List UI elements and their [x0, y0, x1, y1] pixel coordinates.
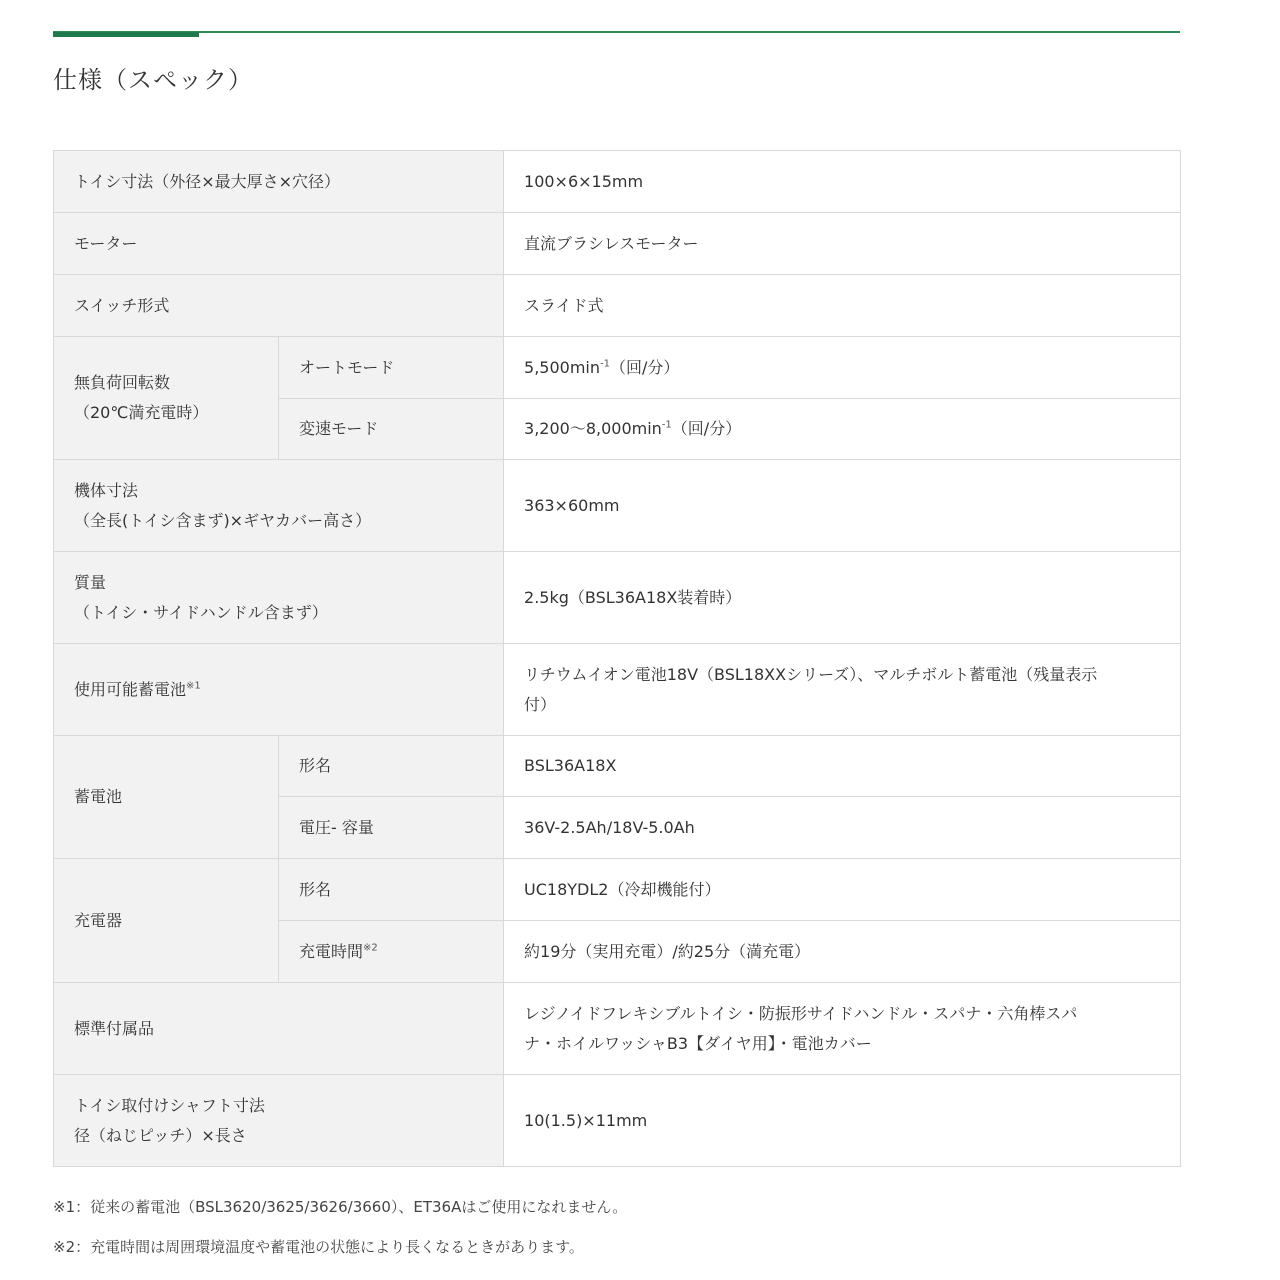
spec-value-variable-mode	[504, 399, 1181, 460]
table-row	[54, 736, 1181, 797]
variable-mode-unit: （回/分）	[671, 419, 742, 438]
spec-sublabel-voltage-capacity: 電圧- 容量	[279, 797, 504, 859]
table-row	[54, 983, 1181, 1075]
spec-sublabel-charger-model: 形名	[279, 859, 504, 921]
spec-table	[53, 150, 1181, 1167]
spec-value-battery-model: BSL36A18X	[504, 736, 1181, 797]
spec-label-no-load-speed	[54, 337, 279, 460]
table-row	[54, 337, 1181, 399]
spec-label-charger: 充電器	[54, 859, 279, 983]
spec-label-no-load-speed-line2: （20℃満充電時）	[74, 403, 209, 422]
spec-label-switch: スイッチ形式	[54, 275, 504, 337]
footnote-2: ※2：充電時間は周囲環境温度や蓄電池の状態により長くなるときがあります。	[53, 1238, 584, 1256]
spec-label-shaft-size-line2: 径（ねじピッチ）×長さ	[74, 1125, 247, 1145]
usable-battery-label-text: 使用可能蓄電池	[74, 679, 187, 699]
spec-value-weight: 2.5kg（BSL36A18X装着時）	[504, 552, 1181, 644]
spec-value-wheel-size: 100×6×15mm	[504, 151, 1181, 213]
table-row	[54, 460, 1181, 552]
footnote-1: ※1：従来の蓄電池（BSL3620/3625/3626/3660）、ET36Aはご使用になれません。	[53, 1198, 628, 1216]
spec-label-shaft-size-line1: トイシ取付けシャフト寸法	[74, 1095, 265, 1115]
footnote-marker-1: ※1	[186, 680, 201, 692]
spec-value-auto-mode	[504, 337, 1181, 399]
spec-label-motor: モーター	[54, 213, 504, 275]
spec-sublabel-auto-mode: オートモード	[279, 337, 504, 399]
footnote-marker-2: ※2	[363, 942, 378, 954]
auto-mode-unit: （回/分）	[609, 357, 680, 377]
spec-value-switch: スライド式	[504, 275, 1181, 337]
spec-label-wheel-size: トイシ寸法（外径×最大厚さ×穴径）	[54, 151, 504, 213]
auto-mode-exponent: -1	[600, 358, 610, 370]
spec-label-accessories: 標準付属品	[54, 983, 504, 1075]
header-divider	[53, 31, 1180, 33]
spec-value-charger-model: UC18YDL2（冷却機能付）	[504, 859, 1181, 921]
charge-time-label-text: 充電時間	[299, 941, 364, 961]
spec-value-body-size: 363×60mm	[504, 460, 1181, 552]
accessories-value-line1: レジノイドフレキシブルトイシ・防振形サイドハンドル・スパナ・六角棒スパ	[524, 1003, 1078, 1023]
table-row	[54, 644, 1181, 736]
auto-mode-speed: 5,500min	[524, 357, 600, 377]
spec-label-body-size-line2: （全長(トイシ含まず)×ギヤカバー高さ）	[74, 510, 372, 530]
table-row	[54, 151, 1181, 213]
spec-label-shaft-size	[54, 1075, 504, 1167]
spec-value-voltage-capacity: 36V-2.5Ah/18V-5.0Ah	[504, 797, 1181, 859]
spec-label-weight-line1: 質量	[74, 572, 107, 592]
spec-label-weight	[54, 552, 504, 644]
table-row	[54, 1075, 1181, 1167]
table-row	[54, 213, 1181, 275]
header-divider-accent	[53, 32, 199, 37]
spec-label-body-size	[54, 460, 504, 552]
usable-battery-value-line1: リチウムイオン電池18V（BSL18XXシリーズ）、マルチボルト蓄電池（残量表示	[524, 664, 1098, 684]
spec-label-weight-line2: （トイシ・サイドハンドル含まず）	[74, 602, 328, 622]
table-row	[54, 275, 1181, 337]
spec-sublabel-charge-time	[279, 921, 504, 983]
table-row	[54, 552, 1181, 644]
spec-value-motor: 直流ブラシレスモーター	[504, 213, 1181, 275]
spec-label-no-load-speed-line1: 無負荷回転数	[74, 373, 171, 392]
variable-mode-speed: 3,200～8,000min	[524, 419, 662, 438]
usable-battery-value-line2: 付）	[524, 694, 557, 714]
spec-label-usable-battery	[54, 644, 504, 736]
spec-value-accessories	[504, 983, 1181, 1075]
accessories-value-line2: ナ・ホイルワッシャB3【ダイヤ用】・電池カバー	[524, 1033, 872, 1053]
spec-sublabel-battery-model: 形名	[279, 736, 504, 797]
spec-label-body-size-line1: 機体寸法	[74, 480, 139, 500]
spec-value-charge-time: 約19分（実用充電）/約25分（満充電）	[504, 921, 1181, 983]
spec-sublabel-variable-mode: 変速モード	[279, 399, 504, 460]
variable-mode-exponent: -1	[661, 419, 672, 431]
page-title: 仕様（スペック）	[53, 66, 253, 94]
spec-label-battery: 蓄電池	[54, 736, 279, 859]
table-row	[54, 859, 1181, 921]
spec-value-usable-battery	[504, 644, 1181, 736]
spec-value-shaft-size: 10(1.5)×11mm	[504, 1075, 1181, 1167]
